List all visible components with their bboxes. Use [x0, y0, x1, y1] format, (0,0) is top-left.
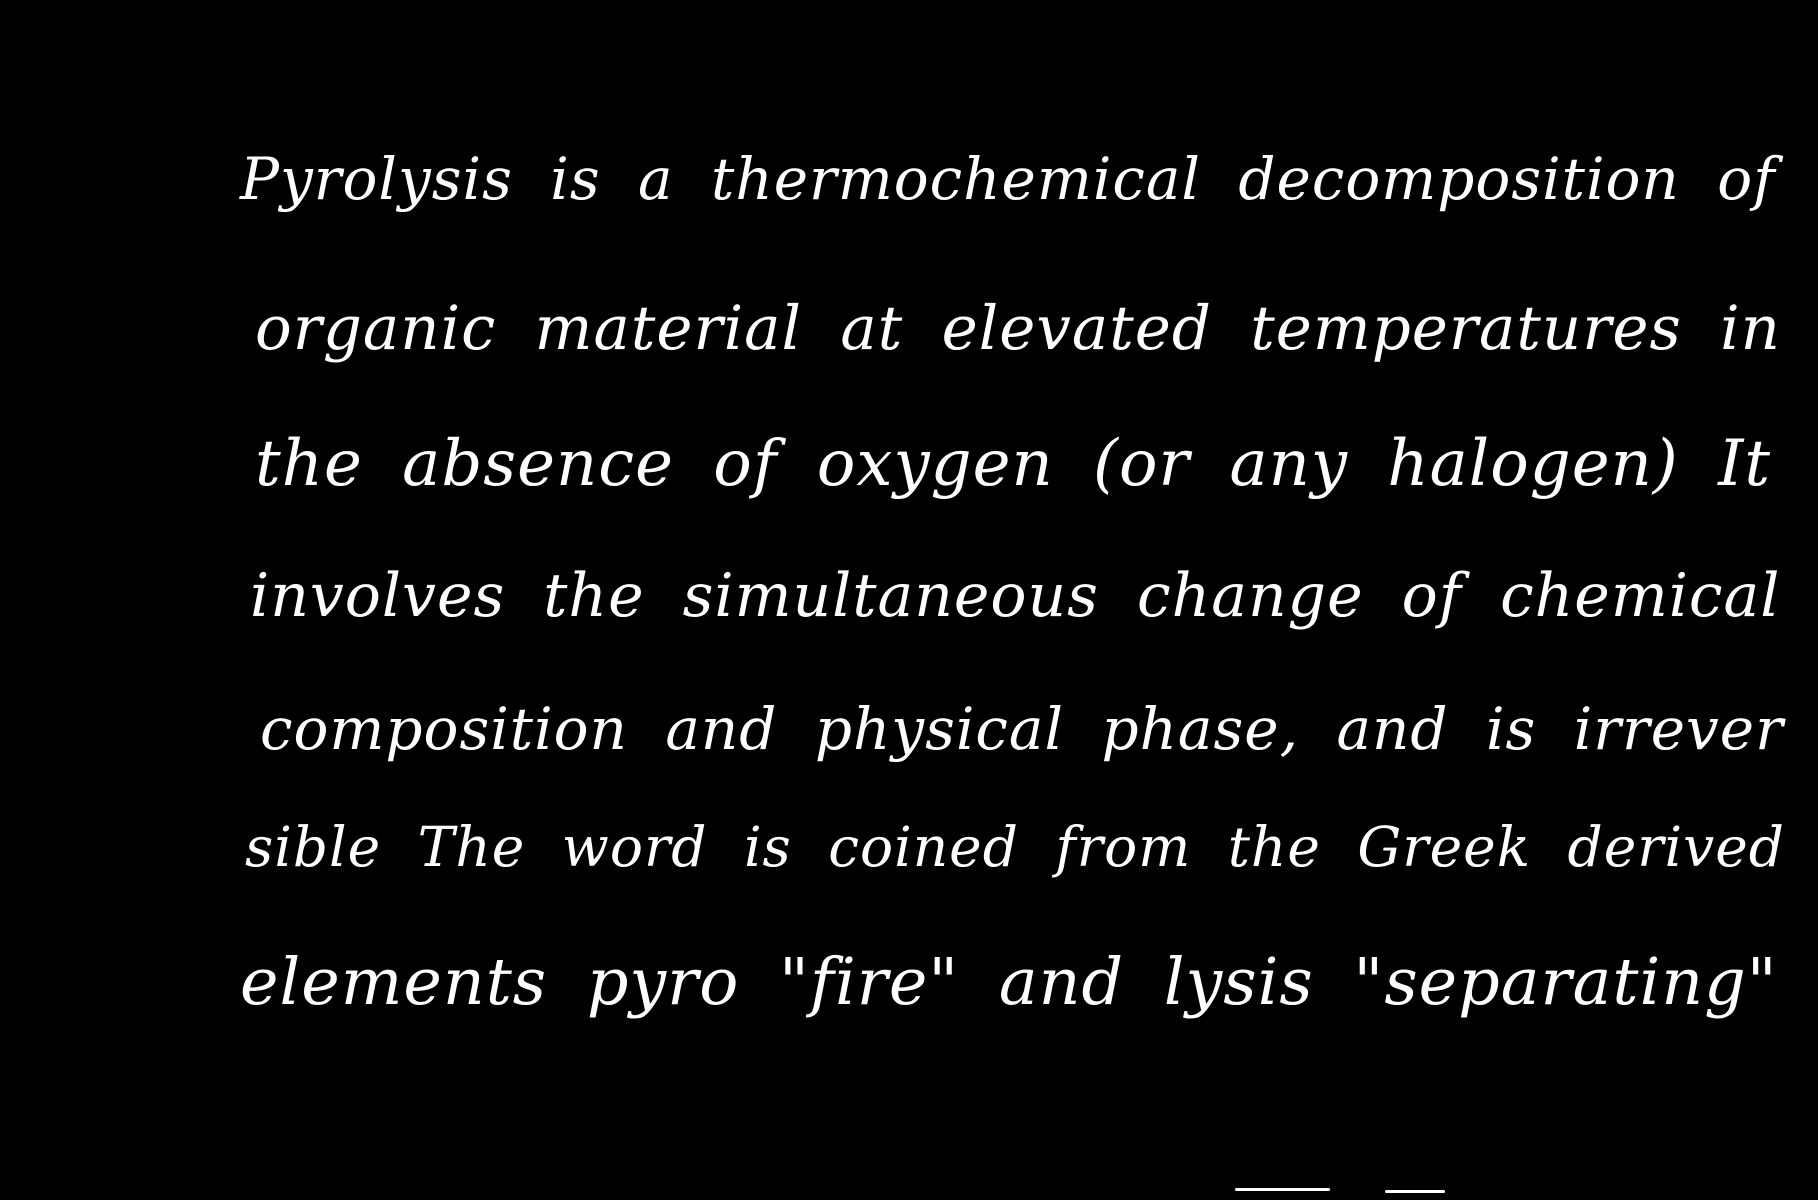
handwritten-line-1: Pyrolysis is a thermochemical decomposition of: [240, 145, 1776, 213]
ink-speck: [1235, 1188, 1330, 1191]
handwritten-line-6: sible The word is coined from the Greek derived: [245, 815, 1785, 879]
handwritten-line-3: the absence of oxygen (or any halogen) It: [255, 427, 1772, 501]
handwritten-line-4: involves the simultaneous change of chemical: [250, 561, 1781, 631]
handwritten-line-7: elements pyro "fire" and lysis "separating": [240, 945, 1778, 1020]
handwritten-line-2: organic material at elevated temperatures in: [255, 293, 1781, 364]
handwritten-line-5: composition and physical phase, and is irrever: [260, 695, 1784, 763]
ink-speck: [1385, 1190, 1445, 1193]
